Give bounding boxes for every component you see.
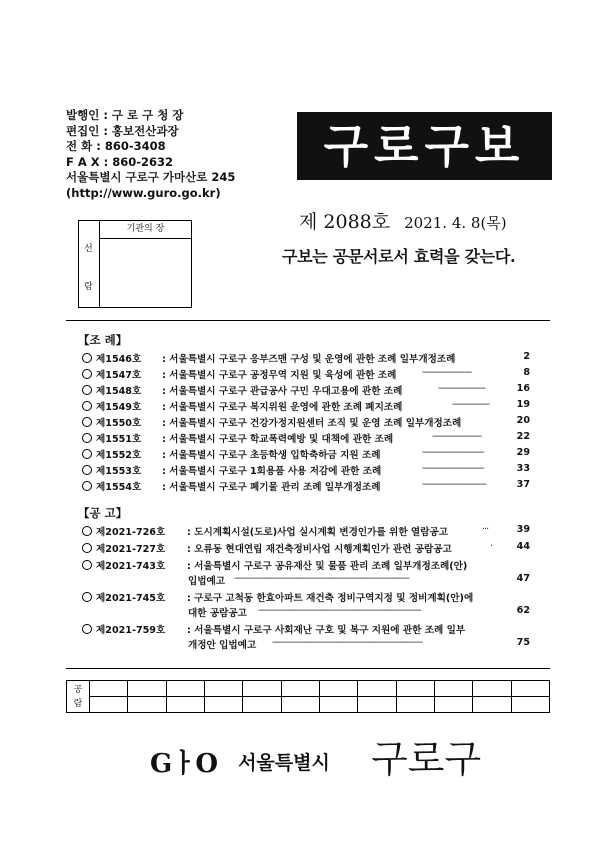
ordinance-title: : 서울특별시 구로구 폐기물 관리 조례 일부개정조례 [162, 482, 381, 493]
ordinance-no: 제1547호 [96, 370, 142, 381]
radio-icon [82, 433, 92, 443]
ordinance-page: 22 [516, 431, 530, 442]
leader-dots: · [490, 541, 493, 552]
ordinance-item [82, 463, 530, 477]
radio-icon [82, 592, 92, 602]
issue-line [299, 207, 507, 234]
leader-dots: ------------------------- [422, 463, 484, 474]
ordinance-title: : 서울특별시 구로구 학교폭력예방 및 대책에 관한 조례 [162, 434, 394, 445]
review-label: 공 람 [67, 681, 90, 713]
address-line: 서울특별시 구로구 가마산로 245 [66, 170, 236, 185]
ordinance-item [82, 367, 530, 381]
motto: 구보는 공문서로서 효력을 갖는다. [282, 247, 516, 266]
leader-dots: ------------------------------------------------------------------ [258, 605, 421, 616]
radio-icon [82, 449, 92, 459]
radio-icon [82, 526, 92, 536]
radio-icon [82, 385, 92, 395]
ordinance-title: : 서울특별시 구로구 관급공사 구민 우대고용에 관한 조례 [162, 386, 403, 397]
editor-line: 편집인 : 홍보전산과장 [66, 123, 179, 138]
ordinance-no: 제1548호 [96, 386, 142, 397]
ordinance-item [82, 447, 530, 461]
bottom-divider [66, 668, 550, 669]
notice-title: : 도시계획시설(도로)사업 실시계획 변경인가를 위한 열람공고 [187, 527, 448, 538]
ordinance-page: 19 [516, 399, 530, 410]
publisher-line: 발행인 : 구 로 구 청 장 [66, 108, 184, 122]
notices-heading: 【공 고】 [78, 506, 128, 520]
ordinance-title: : 서울특별시 구로구 복지위원 운영에 관한 조례 폐지조례 [162, 402, 403, 413]
radio-icon [82, 401, 92, 411]
ordinance-page: 2 [523, 351, 530, 362]
leader-dots: ------------------- [438, 383, 485, 394]
ordinance-no: 제1551호 [96, 434, 142, 445]
notice-item [82, 541, 530, 555]
notice-page: 44 [516, 541, 530, 552]
radio-icon [82, 465, 92, 475]
circulation-box [78, 220, 192, 308]
notice-no: 제2021-743호 [96, 561, 166, 572]
ordinance-page: 29 [516, 447, 530, 458]
notice-item-cont [82, 573, 530, 587]
ordinance-title: : 서울특별시 구로구 초등학생 입학축하금 지원 조례 [162, 450, 381, 461]
gu-logo: GㅏO [150, 749, 217, 779]
circulation-side-bottom: 람 [84, 282, 93, 292]
notice-item-cont [82, 605, 530, 619]
notice-no: 제2021-726호 [96, 527, 166, 538]
notice-page: 75 [516, 637, 530, 648]
radio-icon [82, 481, 92, 491]
notice-item [82, 558, 530, 572]
radio-icon [82, 624, 92, 634]
notice-page: 39 [516, 524, 530, 535]
ordinance-title: : 서울특별시 구로구 공정무역 지원 및 육성에 관한 조례 [162, 370, 397, 381]
leader-dots: -------------------- [422, 367, 472, 378]
radio-icon [82, 560, 92, 570]
footer-city: 서울특별시 [238, 752, 330, 774]
notice-title: : 서울특별시 구로구 사회재난 구호 및 복구 지원에 관한 조례 일부 [187, 625, 466, 636]
notice-title-cont: 대한 공람공고 [188, 608, 247, 619]
circulation-side [79, 221, 100, 307]
leader-dots: -------------------------- [422, 479, 487, 490]
top-divider [66, 320, 550, 321]
footer-district: 구로구 [370, 737, 482, 781]
notice-title: : 구로구 고척동 한효아파트 재건축 정비구역지정 및 정비계획(안)에 [187, 593, 474, 604]
radio-icon [82, 369, 92, 379]
leader-dots: --------------- [452, 399, 489, 410]
issue-number: 제 2088호 [299, 211, 391, 233]
notice-item-cont [82, 637, 530, 651]
circulation-side-top: 선 [84, 244, 93, 254]
notice-item [82, 622, 530, 636]
notice-item [82, 524, 530, 538]
ordinance-item [82, 351, 530, 365]
notice-no: 제2021-727호 [96, 544, 166, 555]
review-grid [66, 680, 550, 713]
notice-title: : 오류동 현대연립 재건축정비사업 시행계획인가 관련 공람공고 [187, 544, 452, 555]
fax-line: F A X : 860-2632 [66, 154, 174, 169]
ordinance-item [82, 399, 530, 413]
ordinances-heading: 【조 례】 [78, 333, 128, 347]
ordinance-page: 8 [523, 367, 530, 378]
circulation-header: 기관의 장 [100, 221, 191, 239]
radio-icon [82, 417, 92, 427]
footer [150, 728, 481, 783]
leader-dots: ------------------------------------------------------------- [272, 637, 423, 648]
leader-dots: ----------------------------------------------------------------------- [234, 573, 409, 584]
ordinance-page: 16 [516, 383, 530, 394]
ordinance-no: 제1554호 [96, 482, 142, 493]
ordinance-title: : 서울특별시 구로구 응부즈맨 구성 및 운영에 관한 조례 일부개정조례 [162, 354, 456, 365]
publisher-info [66, 108, 235, 202]
notice-title-cont: 개정안 입법예고 [188, 640, 257, 651]
ordinance-no: 제1546호 [96, 354, 142, 365]
ordinance-no: 제1552호 [96, 450, 142, 461]
notice-no: 제2021-759호 [96, 625, 166, 636]
notice-no: 제2021-745호 [96, 593, 166, 604]
website-line: (http://www.guro.go.kr) [66, 185, 221, 200]
ordinance-no: 제1549호 [96, 402, 142, 413]
ordinance-no: 제1553호 [96, 466, 142, 477]
notice-title-cont: 입법예고 [188, 576, 226, 587]
leader-dots: ------------------------- [422, 447, 484, 458]
notice-page: 62 [516, 605, 530, 616]
ordinance-no: 제1550호 [96, 418, 142, 429]
masthead-title: 구로구보 [297, 112, 552, 180]
ordinance-page: 33 [516, 463, 530, 474]
leader-dots: ··· [482, 524, 489, 535]
notice-item [82, 590, 530, 604]
ordinance-item [82, 415, 530, 429]
ordinance-title: : 서울특별시 구로구 건강가정지원센터 조직 및 운영 조례 일부개정조례 [162, 418, 462, 429]
issue-date: 2021. 4. 8(목) [404, 214, 507, 232]
notice-page: 47 [516, 573, 530, 584]
leader-dots: -------------------- [432, 431, 482, 442]
ordinance-page: 20 [516, 415, 530, 426]
ordinance-page: 37 [516, 479, 530, 490]
ordinance-item [82, 383, 530, 397]
radio-icon [82, 543, 92, 553]
notice-title: : 서울특별시 구로구 공유재산 및 물품 관리 조례 일부개정조례(안) [187, 561, 468, 572]
ordinance-item [82, 431, 530, 445]
phone-line: 전 화 : 860-3408 [66, 139, 166, 154]
radio-icon [82, 353, 92, 363]
ordinance-title: : 서울특별시 구로구 1회용품 사용 저감에 관한 조례 [162, 466, 382, 477]
ordinance-item [82, 479, 530, 493]
